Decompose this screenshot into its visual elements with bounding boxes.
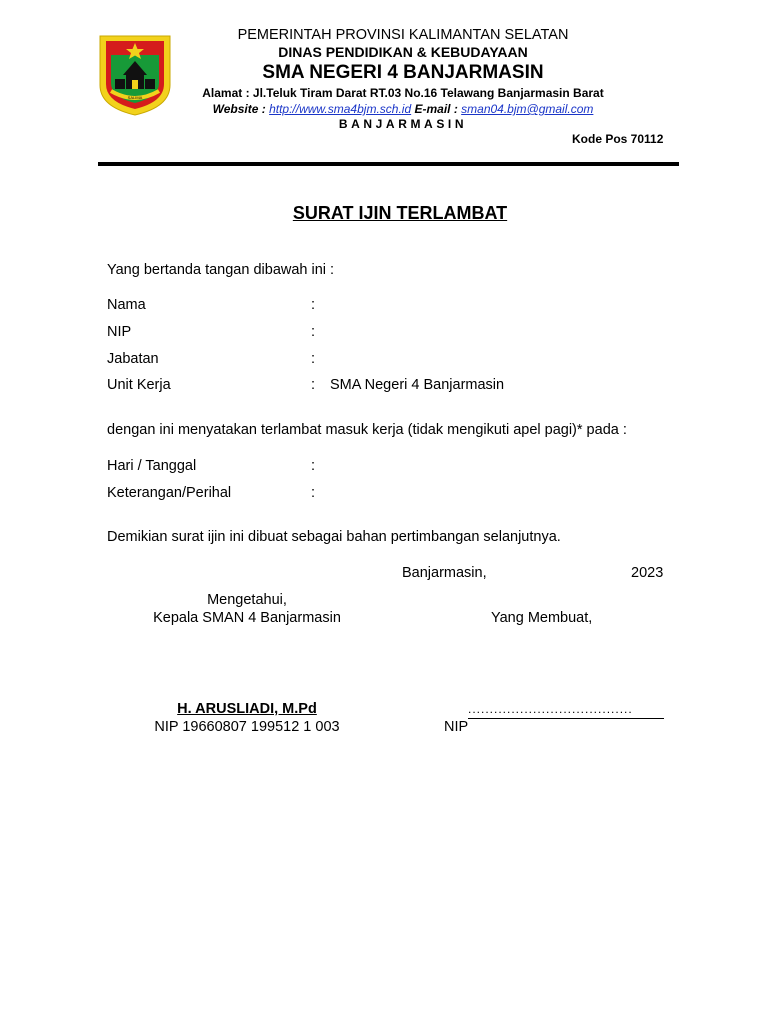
field-colon: : xyxy=(311,458,316,474)
closing-text: Demikian surat ijin ini dibuat sebagai bahan pertimbangan selanjutnya. xyxy=(107,529,561,545)
header-school-name: SMA NEGERI 4 BANJARMASIN xyxy=(262,62,544,83)
maker-nip: NIP xyxy=(444,719,469,735)
header-divider xyxy=(98,162,679,166)
maker-signature-line: ...................................... xyxy=(468,702,664,719)
website-label: Website : xyxy=(212,102,270,116)
acknowledge-label: Mengetahui, xyxy=(207,592,287,608)
field-label-hari-tanggal: Hari / Tanggal xyxy=(107,458,197,474)
header-government: PEMERINTAH PROVINSI KALIMANTAN SELATAN xyxy=(237,27,569,43)
field-label-unit-kerja: Unit Kerja xyxy=(107,377,171,393)
field-colon: : xyxy=(311,351,316,367)
field-colon: : xyxy=(311,377,316,393)
statement-text: dengan ini menyatakan terlambat masuk kerja (tidak mengikuti apel pagi)* pada : xyxy=(107,422,627,438)
header-department: DINAS PENDIDIKAN & KEBUDAYAAN xyxy=(278,44,528,60)
field-label-keterangan: Keterangan/Perihal xyxy=(107,485,232,501)
provincial-emblem-icon xyxy=(97,33,173,117)
field-colon: : xyxy=(311,297,316,313)
postal-code: Kode Pos 70112 xyxy=(572,132,664,146)
header-contact xyxy=(180,102,626,116)
place-text: Banjarmasin, xyxy=(402,565,487,581)
maker-title: Yang Membuat, xyxy=(491,610,593,626)
email-label: E-mail : xyxy=(411,102,462,116)
field-colon: : xyxy=(311,324,316,340)
field-label-jabatan: Jabatan xyxy=(107,351,159,367)
email-link[interactable]: sman04.bjm@gmail.com xyxy=(461,102,594,116)
head-nip: NIP 19660807 199512 1 003 xyxy=(154,719,340,735)
field-label-nip: NIP xyxy=(107,324,132,340)
header-city: BANJARMASIN xyxy=(338,117,468,131)
school-logo xyxy=(97,33,173,117)
field-value-unit-kerja: SMA Negeri 4 Banjarmasin xyxy=(330,377,505,393)
logo-motto: SALIMA xyxy=(127,95,143,100)
header-address: Alamat : Jl.Teluk Tiram Darat RT.03 No.16 Telawang Banjarmasin Barat xyxy=(202,86,604,100)
intro-text: Yang bertanda tangan dibawah ini : xyxy=(107,262,335,278)
head-name: H. ARUSLIADI, M.Pd xyxy=(177,701,317,717)
field-colon: : xyxy=(311,485,316,501)
document-title: SURAT IJIN TERLAMBAT xyxy=(292,203,508,223)
field-label-nama: Nama xyxy=(107,297,146,313)
year-text: 2023 xyxy=(631,565,664,581)
head-title: Kepala SMAN 4 Banjarmasin xyxy=(153,610,341,626)
website-link[interactable]: http://www.sma4bjm.sch.id xyxy=(269,102,412,116)
